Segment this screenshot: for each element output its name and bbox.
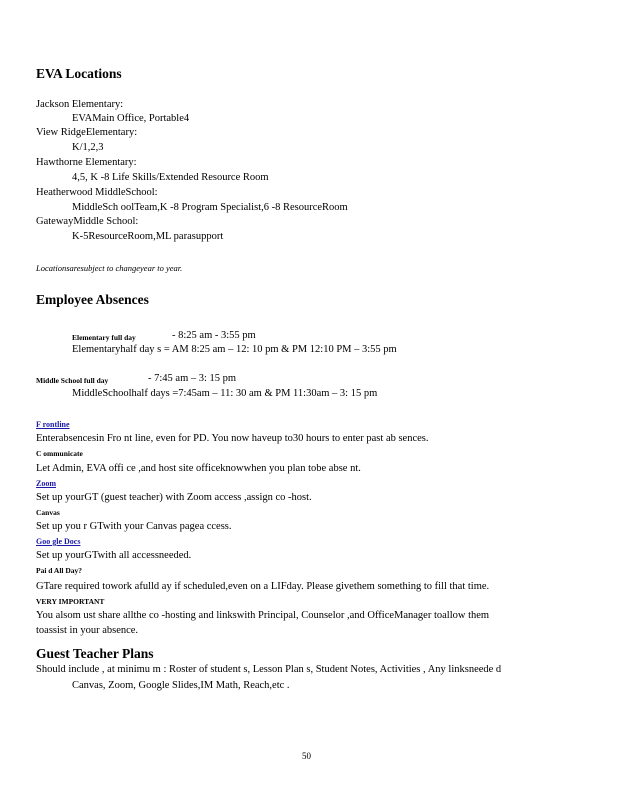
absences-heading: Employee Absences bbox=[36, 292, 149, 307]
very-important-label: VERY IMPORTANT bbox=[36, 597, 105, 606]
canvas-label: Canvas bbox=[36, 508, 60, 517]
elementary-full-day-label: Elementary full day bbox=[72, 333, 136, 342]
zoom-text: Set up yourGT (guest teacher) with Zoom access ,assign co -host. bbox=[36, 492, 312, 503]
location-viewridge-detail: K/1,2,3 bbox=[72, 142, 104, 153]
location-hawthorne: Hawthorne Elementary: bbox=[36, 157, 137, 168]
location-heatherwood: Heatherwood MiddleSchool: bbox=[36, 187, 158, 198]
locations-note: Locationsaresubject to changeyear to year. bbox=[36, 263, 183, 273]
elementary-half-day: Elementaryhalf day s = AM 8:25 am – 12: 10 pm & PM 12:10 PM – 3:55 pm bbox=[72, 344, 397, 355]
page-number: 50 bbox=[302, 751, 311, 761]
location-viewridge: View RidgeElementary: bbox=[36, 127, 138, 138]
location-jackson-detail: EVAMain Office, Portable4 bbox=[72, 113, 190, 124]
middle-full-day-label: Middle School full day bbox=[36, 376, 109, 385]
guest-plans-text-1: Should include , at minimu m : Roster of student s, Lesson Plan s, Student Notes, Activities , Any linksneede d bbox=[36, 664, 502, 675]
paid-all-day-label: Pai d All Day? bbox=[36, 566, 83, 575]
very-important-text-1: You alsom ust share allthe co -hosting and linkswith Principal, Counselor ,and OfficeManager toallow them bbox=[36, 610, 490, 621]
elementary-full-day-time: - 8:25 am - 3:55 pm bbox=[172, 330, 256, 341]
canvas-text: Set up you r GTwith your Canvas pagea ccess. bbox=[36, 521, 232, 532]
locations-heading: EVA Locations bbox=[36, 66, 122, 81]
location-heatherwood-detail: MiddleSch oolTeam,K -8 Program Specialist,6 -8 ResourceRoom bbox=[72, 202, 348, 213]
communicate-text: Let Admin, EVA offi ce ,and host site officeknowwhen you plan tobe abse nt. bbox=[36, 463, 361, 474]
guest-plans-heading: Guest Teacher Plans bbox=[36, 646, 154, 661]
location-gateway: GatewayMiddle School: bbox=[36, 216, 139, 227]
zoom-link[interactable]: Zoom bbox=[36, 479, 56, 488]
paid-all-day-text: GTare required towork afulld ay if scheduled,even on a LIFday. Please givethem something to fill that time. bbox=[36, 581, 490, 592]
guest-plans-text-2: Canvas, Zoom, Google Slides,IM Math, Reach,etc . bbox=[72, 680, 290, 691]
location-gateway-detail: K-5ResourceRoom,ML parasupport bbox=[72, 231, 224, 242]
frontline-link[interactable]: F rontline bbox=[36, 420, 70, 429]
middle-half-day: MiddleSchoolhalf days =7:45am – 11: 30 am & PM 11:30am – 3: 15 pm bbox=[72, 388, 378, 399]
google-docs-link[interactable]: Goo gle Docs bbox=[36, 537, 81, 546]
communicate-label: C ommunicate bbox=[36, 449, 83, 458]
location-hawthorne-detail: 4,5, K -8 Life Skills/Extended Resource Room bbox=[72, 172, 269, 183]
middle-full-day-time: - 7:45 am – 3: 15 pm bbox=[148, 373, 237, 384]
location-jackson: Jackson Elementary: bbox=[36, 99, 124, 110]
google-docs-text: Set up yourGTwith all accessneeded. bbox=[36, 550, 192, 561]
very-important-text-2: toassist in your absence. bbox=[36, 625, 139, 636]
frontline-text: Enterabsencesin Fro nt line, even for PD. You now haveup to30 hours to enter past ab sences. bbox=[36, 433, 429, 444]
